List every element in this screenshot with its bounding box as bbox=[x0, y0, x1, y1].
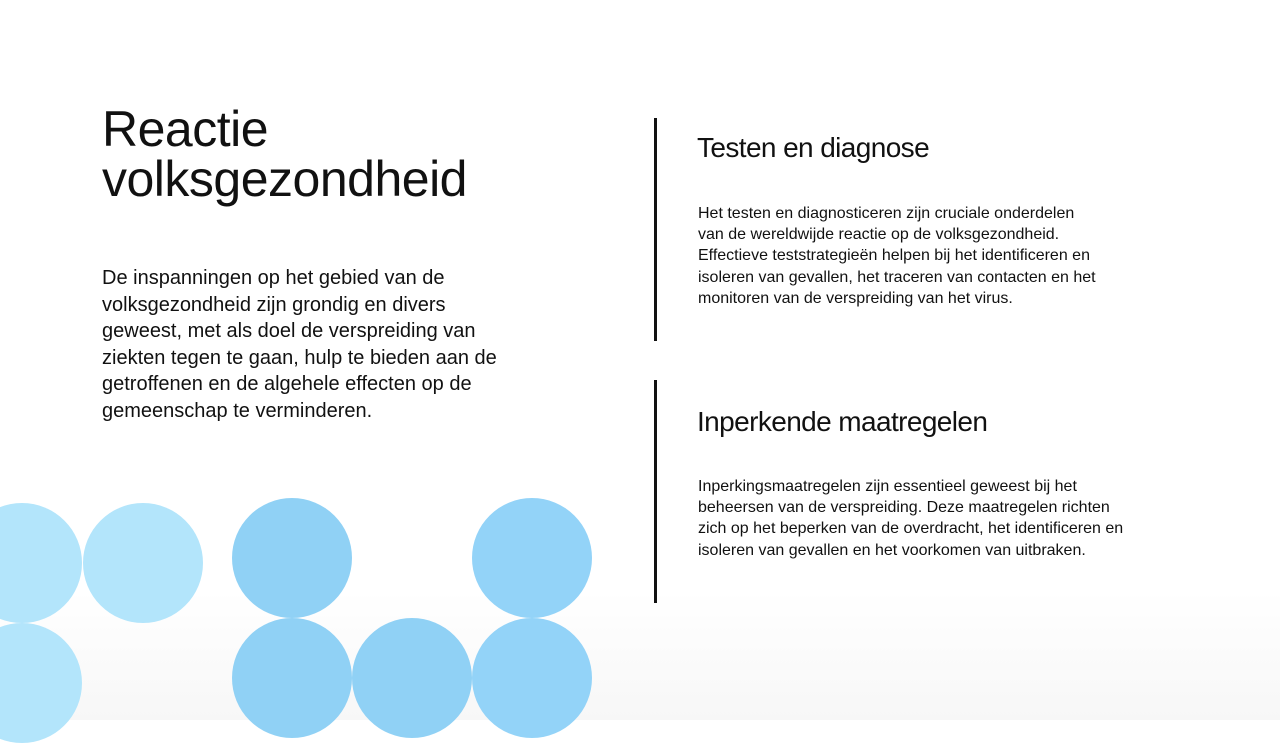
decorative-circle bbox=[83, 503, 203, 623]
decorative-circle bbox=[0, 503, 82, 623]
decorative-circle bbox=[352, 618, 472, 738]
intro-paragraph: De inspanningen op het gebied van de volksgezondheid zijn grondig en divers geweest, met als doel de verspreiding van ziekten tegen te gaan, hulp te bieden aan de getroffenen en de algehele effecten op de gemeenschap te verminderen. bbox=[102, 267, 497, 422]
section-text-testing: Het testen en diagnosticeren zijn cruciale onderdelen van de wereldwijde reactie op de volksgezondheid. Effectieve teststrategieën helpen bij het identificeren en isoleren van gevallen, het traceren van contacten en het monitoren van de verspreiding van het virus. bbox=[698, 205, 1096, 307]
title-line-2: volksgezondheid bbox=[102, 151, 467, 207]
decorative-circle bbox=[0, 623, 82, 743]
section-heading-testing: Testen en diagnose bbox=[697, 132, 930, 163]
decorative-circle bbox=[472, 618, 592, 738]
title-line-1: Reactie bbox=[102, 101, 269, 157]
section-divider bbox=[654, 118, 657, 341]
slide-title bbox=[102, 101, 572, 207]
decorative-circle bbox=[472, 498, 592, 618]
section-text-containment: Inperkingsmaatregelen zijn essentieel geweest bij het beheersen van de verspreiding. Deze maatregelen richten zich op het beperken van de overdracht, het identificeren en isoleren van gevallen en het voorkomen van uitbraken. bbox=[698, 478, 1124, 559]
decorative-circle bbox=[232, 498, 352, 618]
section-divider bbox=[654, 380, 657, 603]
decorative-circle bbox=[232, 618, 352, 738]
section-heading-containment: Inperkende maatregelen bbox=[697, 406, 988, 437]
